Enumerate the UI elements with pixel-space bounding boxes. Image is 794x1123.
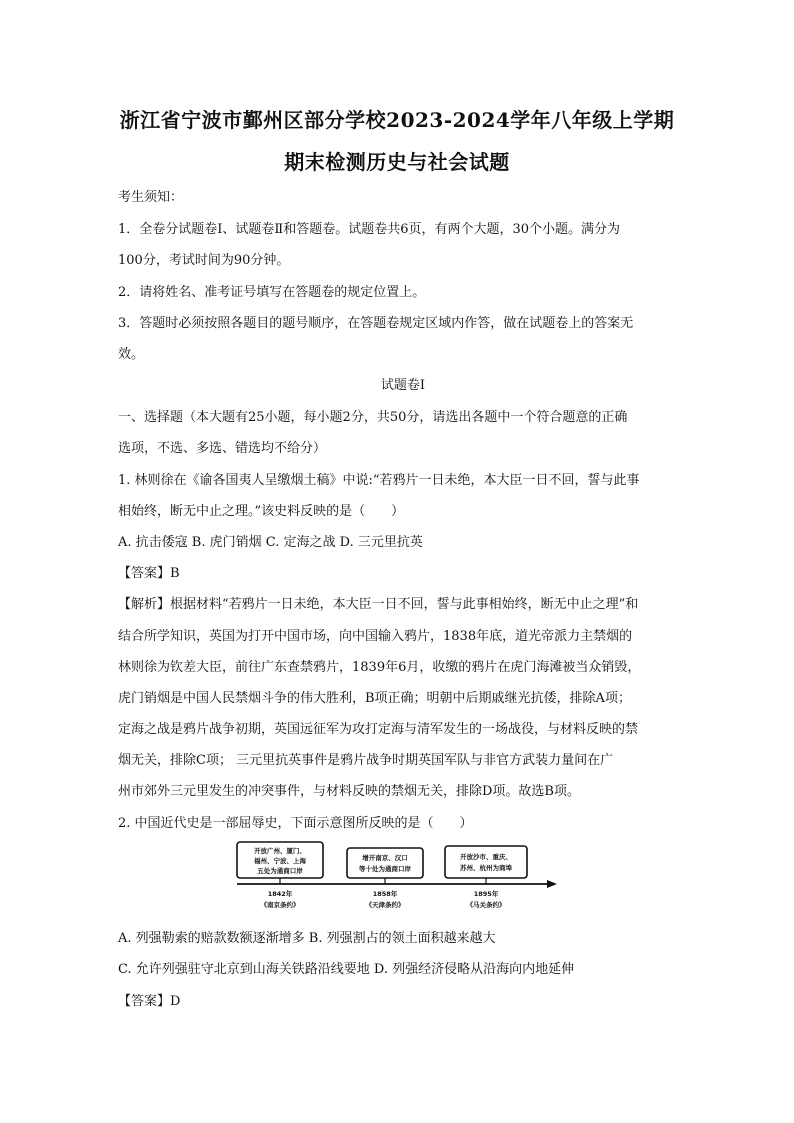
treaty-box-3 [445,846,527,878]
q2-stem: 2. 中国近代史是一部屈辱史，下面示意图所反映的是（ ） [118,816,473,831]
notice-item-1-line-1: 1．全卷分试题卷Ⅰ、试题卷Ⅱ和答题卷。试题卷共6页，有两个大题，30个小题。满分为 [118,222,621,237]
treaty-label-nanjing: 《南京条约》 [260,901,300,909]
treaty-label-maguan: 《马关条约》 [466,901,506,909]
year-label-1895: 1895年 [473,890,499,898]
part-one-instruction-line-1: 一、选择题（本大题有25小题，每小题2分，共50分，请选出各题中一个符合题意的正确 [118,410,628,425]
q1-stem-line-2: 相始终，断无中止之理。”该史料反映的是（ ） [118,504,405,519]
treaty-label-tianjin: 《天津条约》 [365,901,405,909]
treaty-box-1-text: 福州、宁波、上海 [254,857,306,865]
treaty-box-1-text: 五处为通商口岸 [257,867,303,875]
treaty-timeline-diagram [233,838,563,916]
q2-options-ab: A. 列强勒索的赔款数额逐渐增多 B. 列强割占的领土面积越来越大 [118,931,496,946]
q1-options: A. 抗击倭寇 B. 虎门销烟 C. 定海之战 D. 三元里抗英 [118,535,423,550]
treaty-box-2-text: 等十处为通商口岸 [359,865,411,873]
notice-item-1-line-2: 100分，考试时间为90分钟。 [118,253,290,268]
treaty-box-2 [347,848,423,878]
notice-item-3-line-2: 效。 [118,347,145,362]
treaty-box-1-text: 开放广州、厦门、 [254,847,306,855]
year-label-1842: 1842年 [267,890,293,898]
q1-answer: 【答案】B [118,566,180,581]
treaty-box-3-text: 苏州、杭州为商埠 [460,864,512,872]
q2-answer: 【答案】D [118,994,181,1009]
year-label-1858: 1858年 [372,890,398,898]
section-title: 试题卷Ⅰ [380,378,426,393]
document-title-line-1: 浙江省宁波市鄞州区部分学校2023-2024学年八年级上学期 [119,108,675,132]
q1-analysis-line: 【解析】根据材料“若鸦片一日未绝，本大臣一日不回，誓与此事相始终，断无中止之理”和 [118,597,639,612]
notice-item-3-line-1: 3．答题时必须按照各题目的题号顺序，在答题卷规定区域内作答，做在试题卷上的答案无 [118,316,634,331]
q1-stem-line-1: 1. 林则徐在《谕各国夷人呈缴烟土稿》中说:“若鸦片一日未绝，本大臣一日不回，誓与此事 [118,473,640,488]
treaty-box-3-text: 开放沙市、重庆、 [460,853,512,861]
q1-analysis-line: 林则徐为钦差大臣，前往广东查禁鸦片，1839年6月，收缴的鸦片在虎门海滩被当众销毁， [118,660,641,675]
q1-analysis-line: 虎门销烟是中国人民禁烟斗争的伟大胜利，B项正确；明朝中后期戚继光抗倭，排除A项； [118,691,631,706]
notice-heading: 考生须知： [118,190,184,205]
notice-item-2: 2．请将姓名、准考证号填写在答题卷的规定位置上。 [118,285,426,300]
timeline-arrowhead [547,880,557,888]
document-title-line-2: 期末检测历史与社会试题 [284,150,510,174]
q1-analysis-line: 定海之战是鸦片战争初期，英国远征军为攻打定海与清军发生的一场战役，与材料反映的禁 [118,722,639,737]
q2-options-cd: C. 允许列强驻守北京到山海关铁路沿线要地 D. 列强经济侵略从沿海向内地延伸 [118,962,575,977]
treaty-box-2-text: 增开南京、汉口 [362,854,408,862]
q1-analysis-line: 烟无关，排除C项； 三元里抗英事件是鸦片战争时期英国军队与非官方武装力量间在广 [118,753,614,768]
q1-analysis-line: 州市郊外三元里发生的冲突事件，与材料反映的禁烟无关，排除D项。故选B项。 [118,784,580,799]
q1-analysis-line: 结合所学知识，英国为打开中国市场，向中国输入鸦片，1838年底，道光帝派力主禁烟的 [118,629,633,644]
part-one-instruction-line-2: 选项，不选、多选、错选均不给分） [118,441,327,456]
